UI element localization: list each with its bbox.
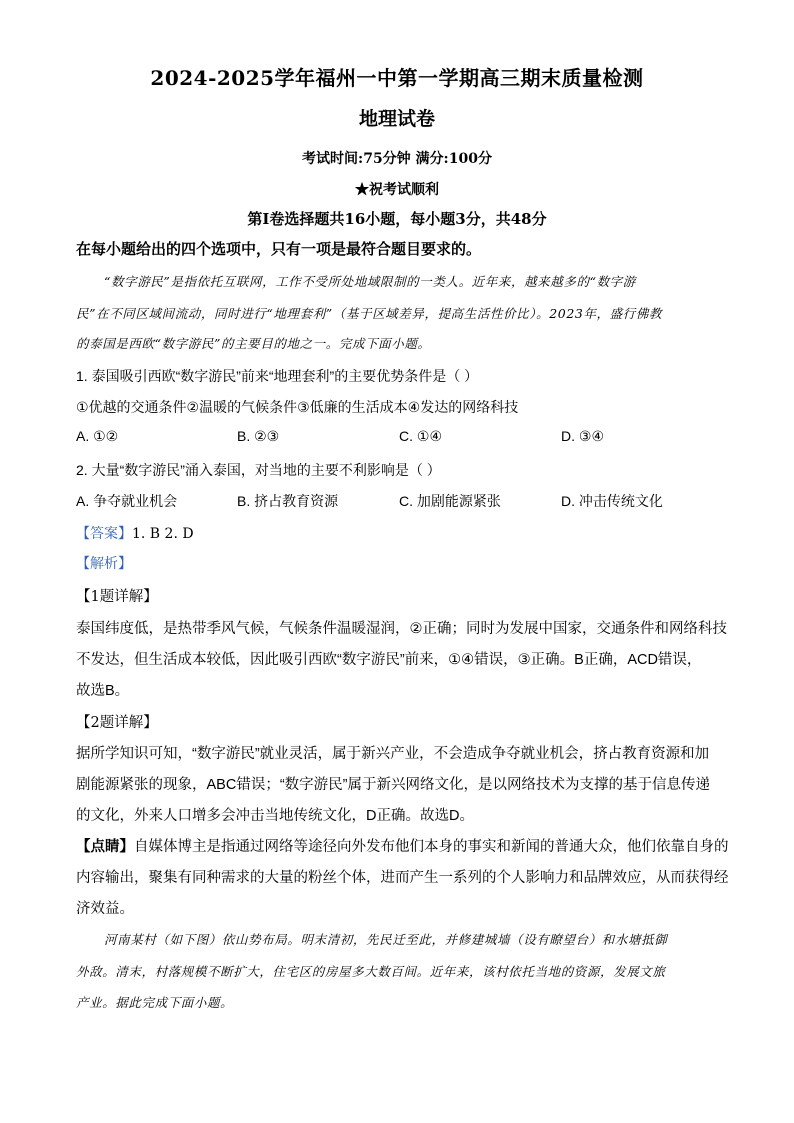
answer-line <box>76 523 726 543</box>
detail1-line-2: 不发达，但生活成本较低，因此吸引西欧“数字游民”前来，①④错误，③正确。B正确，ACD错误， <box>76 652 702 668</box>
passage2-line-2: 外敌。清末，村落规模不断扩大，住宅区的房屋多大数百间。近年来，该村依托当地的资源，发展文旅 <box>76 964 666 979</box>
tip-line-3: 济效益。 <box>76 901 134 917</box>
passage2-line-1: 河南某村（如下图）依山势布局。明末清初，先民迁至此，并修建城墙（设有瞭望台）和水塘抵御 <box>104 932 668 947</box>
question2-option-c: C. 加剧能源紧张 <box>399 493 501 509</box>
detail1-line-1: 泰国纬度低，是热带季风气候，气候条件温暖湿润，②正确；同时为发展中国家，交通条件和网络科技 <box>76 621 727 637</box>
answer-label: 【答案】 <box>76 526 132 542</box>
question1-option-c: C. ①④ <box>399 428 442 444</box>
detail2-line-2: 剧能源紧张的现象，ABC错误；“数字游民”属于新兴网络文化，是以网络技术为支撑的基于信息传递 <box>76 777 710 793</box>
good-luck-note: ★祝考试顺利 <box>355 182 439 198</box>
section-heading: 第Ⅰ卷选择题共16小题，每小题3分，共48分 <box>247 210 547 228</box>
tip-label: 【点睛】 <box>76 839 134 855</box>
question1-option-b: B. ②③ <box>237 428 280 444</box>
tip-line-2: 内容输出，聚集有同种需求的大量的粉丝个体，进而产生一系列的个人影响力和品牌效应，从而获得经 <box>76 870 729 886</box>
instruction-text: 在每小题给出的四个选项中，只有一项是最符合题目要求的。 <box>76 240 482 258</box>
answer-value: 1. B 2. D <box>132 526 194 542</box>
detail2-line-3: 的文化，外来人口增多会冲击当地传统文化，D正确。故选D。 <box>76 808 474 824</box>
question2-option-a: A. 争夺就业机会 <box>76 493 178 509</box>
question1-option-a: A. ①② <box>76 428 119 444</box>
passage1-line-1: “数字游民”是指依托互联网，工作不受所处地域限制的一类人。近年来，越来越多的“数字游 <box>104 274 636 289</box>
exam-title: 2024-2025学年福州一中第一学期高三期末质量检测 <box>150 66 644 90</box>
detail2-label: 【2题详解】 <box>76 715 158 731</box>
detail1-line-3: 故选B。 <box>76 683 130 699</box>
detail2-line-1: 据所学知识可知，“数字游民”就业灵活，属于新兴产业，不会造成争夺就业机会，挤占教育资源和加 <box>76 746 710 762</box>
subject-title: 地理试卷 <box>358 108 435 130</box>
detail1-label: 【1题详解】 <box>76 589 158 605</box>
passage1-line-2: 民”在不同区域间流动，同时进行“地理套利”（基于区域差异，提高生活性价比）。2023年，盛行佛教 <box>76 306 663 321</box>
passage1-line-3: 的泰国是西欧“数字游民”的主要目的地之一。完成下面小题。 <box>76 336 431 351</box>
question2-stem: 2. 大量“数字游民”涌入泰国，对当地的主要不利影响是（ ） <box>76 462 441 478</box>
question1-option-d: D. ③④ <box>561 428 604 444</box>
question1-conditions: ①优越的交通条件②温暖的气候条件③低廉的生活成本④发达的网络科技 <box>76 399 519 415</box>
tip-line-1 <box>76 835 729 856</box>
question2-option-d: D. 冲击传统文化 <box>561 493 663 509</box>
question2-option-b: B. 挤占教育资源 <box>237 493 339 509</box>
tip-text-1: 自媒体博主是指通过网络等途径向外发布他们本身的事实和新闻的普通大众，他们依靠自身的 <box>134 839 729 855</box>
question1-stem: 1. 泰国吸引西欧“数字游民”前来“地理套利”的主要优势条件是（ ） <box>76 368 479 384</box>
analysis-label: 【解析】 <box>76 556 132 572</box>
exam-info: 考试时间:75分钟 满分:100分 <box>302 151 492 167</box>
passage2-line-3: 产业。据此完成下面小题。 <box>76 995 234 1010</box>
